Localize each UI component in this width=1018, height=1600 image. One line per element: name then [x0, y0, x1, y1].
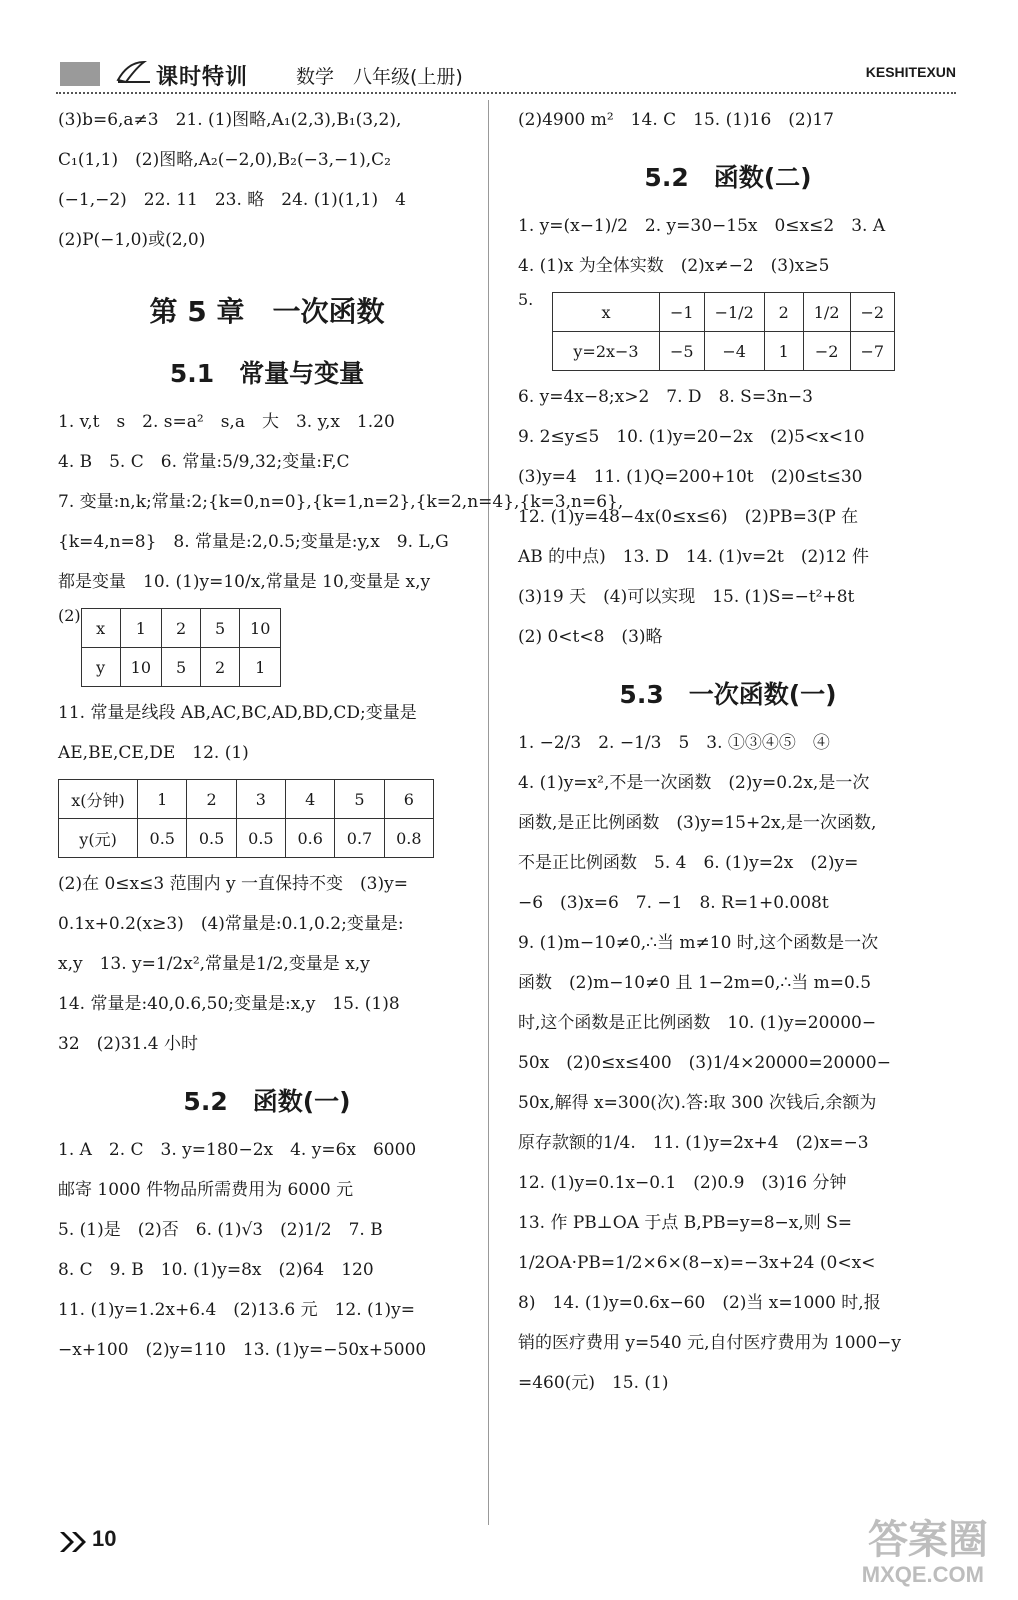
header-gray-block	[60, 62, 100, 86]
table-cell: 2	[187, 780, 236, 819]
answer-line: 都是变量 10. (1)y=10/x,常量是 10,变量是 x,y	[58, 572, 431, 592]
table-cell: −1/2	[704, 293, 764, 332]
subject-label: 数学 八年级(上册)	[296, 66, 463, 88]
answer-line: 销的医疗费用 y=540 元,自付医疗费用为 1000−y	[518, 1333, 902, 1353]
table-cell: 5	[162, 648, 201, 687]
table-cell: 0.7	[335, 819, 384, 858]
answer-line: 32 (2)31.4 小时	[58, 1034, 198, 1054]
answer-line: (2)P(−1,0)或(2,0)	[58, 230, 206, 250]
table-cell: −2	[803, 332, 850, 371]
answer-line: x,y 13. y=1/2x²,常量是1/2,变量是 x,y	[58, 954, 370, 974]
table-row	[59, 819, 434, 858]
answer-line: 50x (2)0≤x≤400 (3)1/4×20000=20000−	[518, 1053, 891, 1073]
answer-line: (3)19 天 (4)可以实现 15. (1)S=−t²+8t	[518, 587, 855, 607]
table-row	[553, 293, 895, 332]
brand-title: 课时特训	[156, 65, 249, 90]
table-block	[58, 602, 476, 693]
table-cell: 0.5	[236, 819, 285, 858]
pen-logo-icon	[114, 58, 154, 86]
table-cell: 0.5	[187, 819, 236, 858]
table-cell: x	[553, 293, 660, 332]
table-cell: −2	[850, 293, 895, 332]
column-divider	[488, 100, 489, 1525]
answer-line: 14. 常量是:40,0.6,50;变量是:x,y 15. (1)8	[58, 994, 400, 1014]
answer-line: C₁(1,1) (2)图略,A₂(−2,0),B₂(−3,−1),C₂	[58, 150, 391, 170]
answer-line: AB 的中点) 13. D 14. (1)v=2t (2)12 件	[518, 547, 870, 567]
table-cell: y=2x−3	[553, 332, 660, 371]
function-value-table	[552, 292, 895, 371]
answer-line: (2) 0<t<8 (3)略	[518, 627, 663, 647]
answer-line: 0.1x+0.2(x≥3) (4)常量是:0.1,0.2;变量是:	[58, 914, 404, 934]
answer-line: 50x,解得 x=300(次).答:取 300 次钱后,余额为	[518, 1093, 877, 1113]
table-row	[81, 648, 281, 687]
answer-line: 5. (1)是 (2)否 6. (1)√3 (2)1/2 7. B	[58, 1220, 383, 1240]
table-cell: 10	[240, 609, 281, 648]
table-cell: 5	[201, 609, 240, 648]
answer-line: 7. 变量:n,k;常量:2;{k=0,n=0},{k=1,n=2},{k=2,n=4},{k=3,n=6},	[58, 492, 624, 512]
table-cell: 3	[236, 780, 285, 819]
watermark-url: MXQE.COM	[861, 1562, 984, 1587]
answer-line: (2)4900 m² 14. C 15. (1)16 (2)17	[518, 110, 834, 130]
table-cell: y	[81, 648, 120, 687]
answer-line: 邮寄 1000 件物品所需费用为 6000 元	[58, 1180, 354, 1200]
table-cell: 0.6	[286, 819, 335, 858]
answer-line: 1. y=(x−1)/2 2. y=30−15x 0≤x≤2 3. A	[518, 216, 886, 236]
table-row	[81, 609, 281, 648]
table-label: 5.	[518, 290, 534, 309]
table-cell: 5	[335, 780, 384, 819]
table-cell: −1	[660, 293, 705, 332]
table-cell: 1	[138, 780, 187, 819]
table-cell: 2	[201, 648, 240, 687]
page-header	[56, 52, 956, 92]
header-divider	[56, 92, 956, 94]
time-cost-table	[58, 779, 434, 858]
table-cell: 1	[764, 332, 803, 371]
table-cell: −4	[704, 332, 764, 371]
chapter-title: 第 5 章 一次函数	[149, 295, 385, 328]
table-row	[553, 332, 895, 371]
page-number: 10	[92, 1526, 117, 1551]
table-cell: −7	[850, 332, 895, 371]
double-chevron-icon	[58, 1530, 88, 1554]
table-cell: −5	[660, 332, 705, 371]
table-cell: 0.8	[384, 819, 433, 858]
answer-line: 1. v,t s 2. s=a² s,a 大 3. y,x 1.20	[58, 412, 395, 432]
answer-line: 原存款额的1/4. 11. (1)y=2x+4 (2)x=−3	[518, 1133, 869, 1153]
brand-pinyin: KESHITEXUN	[865, 64, 956, 80]
table-block	[518, 286, 938, 377]
answer-line: 函数 (2)m−10≠0 且 1−2m=0,∴当 m=0.5	[518, 973, 872, 993]
answer-line: −x+100 (2)y=110 13. (1)y=−50x+5000	[58, 1340, 427, 1360]
table-cell: 6	[384, 780, 433, 819]
xy-table	[81, 608, 282, 687]
answer-line: 1/2OA·PB=1/2×6×(8−x)=−3x+24 (0<x<	[518, 1253, 876, 1273]
table-cell: 1/2	[803, 293, 850, 332]
answer-line: (2)在 0≤x≤3 范围内 y 一直保持不变 (3)y=	[58, 874, 408, 894]
table-cell: x	[81, 609, 120, 648]
answer-line: 9. (1)m−10≠0,∴当 m≠10 时,这个函数是一次	[518, 933, 879, 953]
answer-line: 8) 14. (1)y=0.6x−60 (2)当 x=1000 时,报	[518, 1293, 881, 1313]
answer-line: 13. 作 PB⊥OA 于点 B,PB=y=8−x,则 S=	[518, 1213, 853, 1233]
watermark-logo: 答案圈	[868, 1517, 988, 1563]
answer-line: −6 (3)x=6 7. −1 8. R=1+0.008t	[518, 893, 829, 913]
table-cell: 10	[120, 648, 161, 687]
right-column	[518, 100, 938, 1403]
section-title: 5.3 一次函数(一)	[619, 680, 837, 709]
answer-line: 时,这个函数是正比例函数 10. (1)y=20000−	[518, 1013, 877, 1033]
answer-line: 1. −2/3 2. −1/3 5 3. ①③④⑤ ④	[518, 733, 830, 753]
answer-line: 9. 2≤y≤5 10. (1)y=20−2x (2)5<x<10	[518, 427, 865, 447]
table-cell: 1	[120, 609, 161, 648]
table-label: (2)	[58, 606, 81, 625]
section-title: 5.2 函数(一)	[183, 1087, 351, 1116]
answer-line: AE,BE,CE,DE 12. (1)	[58, 743, 249, 763]
answer-line: (3)b=6,a≠3 21. (1)图略,A₁(2,3),B₁(3,2),	[58, 110, 402, 130]
answer-line: 12. (1)y=0.1x−0.1 (2)0.9 (3)16 分钟	[518, 1173, 847, 1193]
answer-line: 4. B 5. C 6. 常量:5/9,32;变量:F,C	[58, 452, 350, 472]
answer-line: (−1,−2) 22. 11 23. 略 24. (1)(1,1) 4	[58, 190, 406, 210]
answer-line: 12. (1)y=48−4x(0≤x≤6) (2)PB=3(P 在	[518, 507, 859, 527]
table-cell: 0.5	[138, 819, 187, 858]
answer-line: {k=4,n=8} 8. 常量是:2,0.5;变量是:y,x 9. L,G	[58, 532, 449, 552]
answer-line: 11. (1)y=1.2x+6.4 (2)13.6 元 12. (1)y=	[58, 1300, 415, 1320]
table-cell: 2	[162, 609, 201, 648]
table-cell: 1	[240, 648, 281, 687]
section-title: 5.2 函数(二)	[644, 163, 812, 192]
answer-line: 6. y=4x−8;x>2 7. D 8. S=3n−3	[518, 387, 813, 407]
table-cell: 4	[286, 780, 335, 819]
answer-line: 8. C 9. B 10. (1)y=8x (2)64 120	[58, 1260, 374, 1280]
answer-line: 4. (1)y=x²,不是一次函数 (2)y=0.2x,是一次	[518, 773, 870, 793]
table-row	[59, 780, 434, 819]
answer-line: 11. 常量是线段 AB,AC,BC,AD,BD,CD;变量是	[58, 703, 417, 723]
answer-line: 1. A 2. C 3. y=180−2x 4. y=6x 6000	[58, 1140, 417, 1160]
answer-line: 函数,是正比例函数 (3)y=15+2x,是一次函数,	[518, 813, 877, 833]
answer-line: =460(元) 15. (1)	[518, 1373, 669, 1393]
table-cell: x(分钟)	[59, 780, 138, 819]
table-cell: 2	[764, 293, 803, 332]
table-cell: y(元)	[59, 819, 138, 858]
answer-line: 4. (1)x 为全体实数 (2)x≠−2 (3)x≥5	[518, 256, 830, 276]
answer-line: 不是正比例函数 5. 4 6. (1)y=2x (2)y=	[518, 853, 859, 873]
section-title: 5.1 常量与变量	[169, 359, 365, 388]
answer-line: (3)y=4 11. (1)Q=200+10t (2)0≤t≤30	[518, 467, 863, 487]
